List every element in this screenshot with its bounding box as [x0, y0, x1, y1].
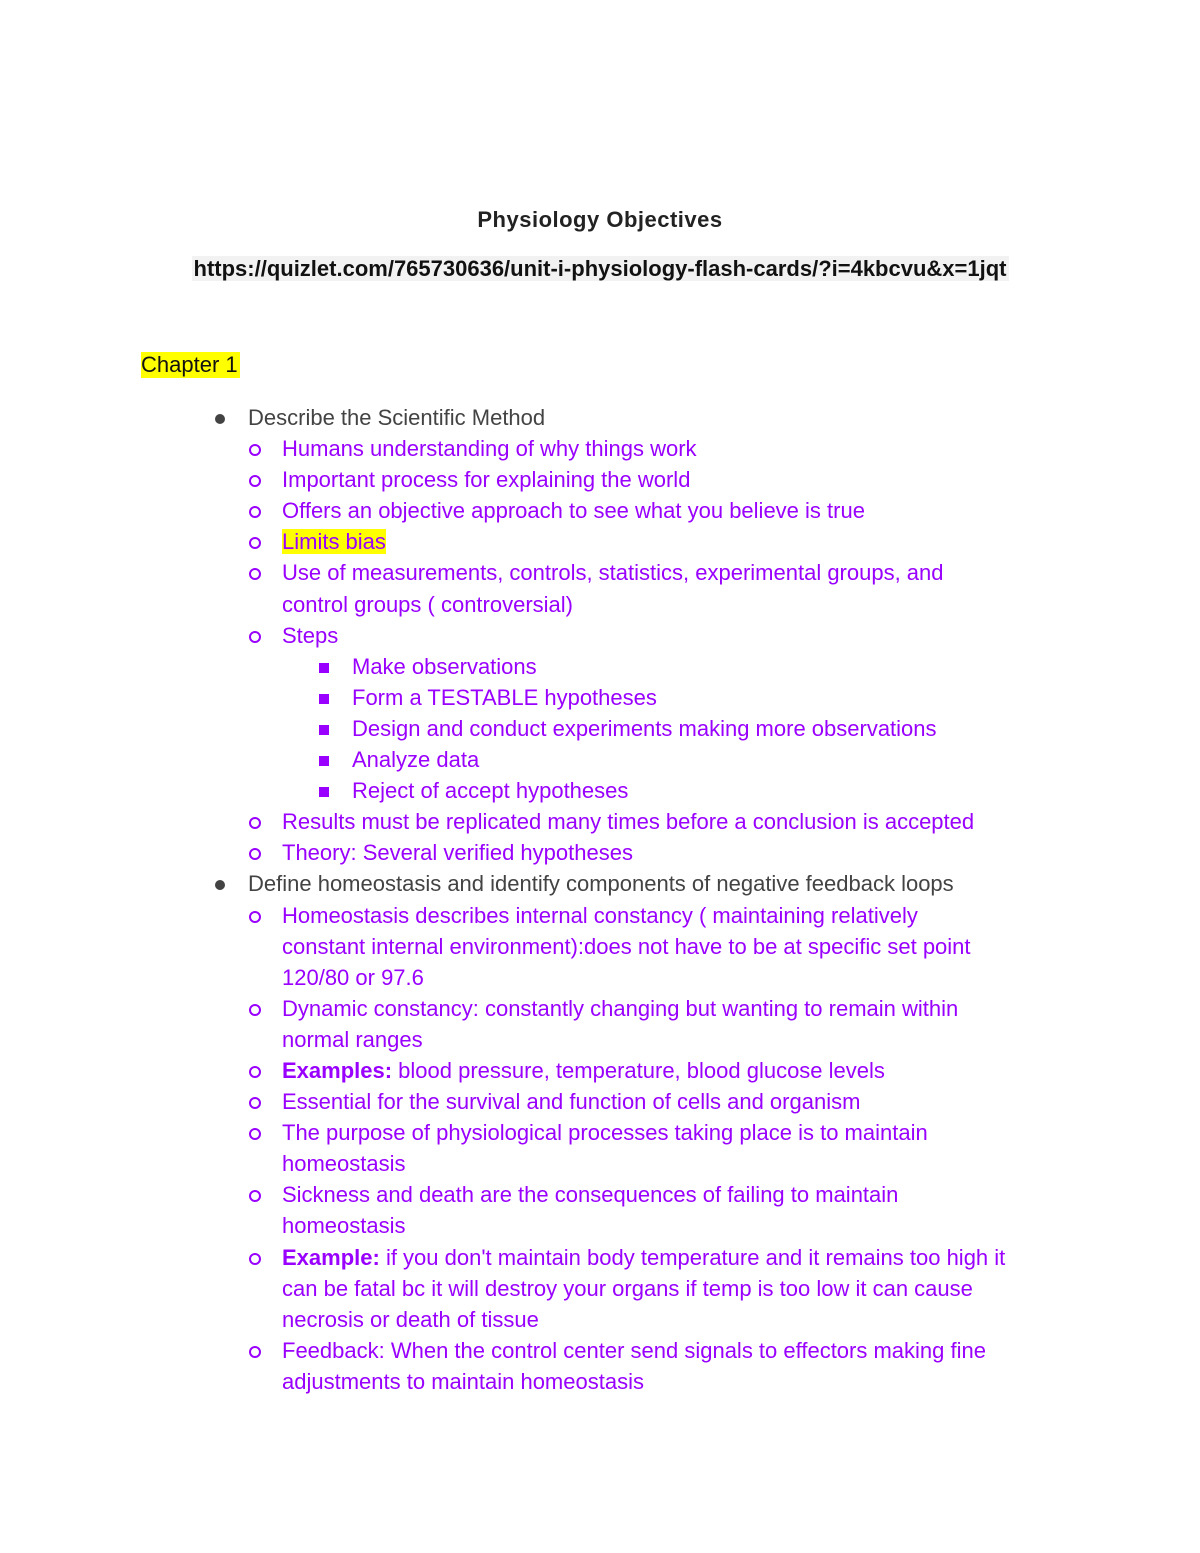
- hollow-bullet-icon: [249, 1004, 261, 1016]
- hollow-bullet-icon: [249, 506, 261, 518]
- list-item-continuation: homeostasis: [282, 1151, 406, 1177]
- list-item: Dynamic constancy: constantly changing but wanting to remain within: [0, 993, 1200, 1024]
- hollow-bullet-icon: [249, 817, 261, 829]
- quizlet-url[interactable]: [0, 256, 1200, 282]
- step-item: Make observations: [0, 651, 1200, 682]
- hollow-bullet-icon: [249, 1253, 261, 1265]
- chapter-heading-text: Chapter 1: [141, 352, 238, 377]
- hollow-bullet-icon: [249, 444, 261, 456]
- hollow-bullet-icon: [249, 1346, 261, 1358]
- list-item: Results must be replicated many times before a conclusion is accepted: [0, 806, 1200, 837]
- hollow-bullet-icon: [249, 1066, 261, 1078]
- list-item-continuation: adjustments to maintain homeostasis: [282, 1368, 644, 1394]
- list-item: The purpose of physiological processes taking place is to maintain: [0, 1117, 1200, 1148]
- list-item-example: Example: if you don't maintain body temperature and it remains too high it: [0, 1242, 1200, 1273]
- list-item-highlighted: Limits bias: [0, 526, 1200, 557]
- step-item: Analyze data: [0, 744, 1200, 775]
- page-title-text: Physiology Objectives: [477, 207, 723, 232]
- list-item-continuation: can be fatal bc it will destroy your organs if temp is too low it can cause: [282, 1275, 973, 1301]
- objective-scientific-method: Describe the Scientific Method: [0, 402, 1200, 433]
- step-item: Form a TESTABLE hypotheses: [0, 682, 1200, 713]
- square-bullet-icon: [319, 787, 329, 797]
- page-title: [0, 207, 1200, 233]
- hollow-bullet-icon: [249, 568, 261, 580]
- filled-bullet-icon: [215, 880, 225, 890]
- list-item-examples: Examples: blood pressure, temperature, blood glucose levels: [0, 1055, 1200, 1086]
- hollow-bullet-icon: [249, 1128, 261, 1140]
- list-item: Humans understanding of why things work: [0, 433, 1200, 464]
- objective-homeostasis: Define homeostasis and identify components of negative feedback loops: [0, 868, 1200, 899]
- list-item: Sickness and death are the consequences of failing to maintain: [0, 1179, 1200, 1210]
- filled-bullet-icon: [215, 414, 225, 424]
- chapter-heading: [141, 352, 240, 378]
- list-item-continuation: constant internal environment):does not have to be at specific set point: [282, 933, 971, 959]
- hollow-bullet-icon: [249, 537, 261, 549]
- list-item: Important process for explaining the world: [0, 464, 1200, 495]
- list-item: Use of measurements, controls, statistics, experimental groups, and: [0, 557, 1200, 588]
- list-item: Feedback: When the control center send signals to effectors making fine: [0, 1335, 1200, 1366]
- list-item-steps: Steps: [0, 620, 1200, 651]
- list-item-continuation: necrosis or death of tissue: [282, 1306, 539, 1332]
- list-item: Homeostasis describes internal constancy ( maintaining relatively: [0, 900, 1200, 931]
- objectives-outline: [0, 402, 1200, 1397]
- hollow-bullet-icon: [249, 631, 261, 643]
- square-bullet-icon: [319, 694, 329, 704]
- list-item: Essential for the survival and function of cells and organism: [0, 1086, 1200, 1117]
- quizlet-url-text[interactable]: https://quizlet.com/765730636/unit-i-physiology-flash-cards/?i=4kbcvu&x=1jqt: [193, 256, 1007, 281]
- square-bullet-icon: [319, 663, 329, 673]
- hollow-bullet-icon: [249, 848, 261, 860]
- list-item-continuation: homeostasis: [282, 1213, 406, 1239]
- list-item-continuation: control groups ( controversial): [282, 591, 574, 617]
- hollow-bullet-icon: [249, 1097, 261, 1109]
- step-item: Reject of accept hypotheses: [0, 775, 1200, 806]
- list-item: Theory: Several verified hypotheses: [0, 837, 1200, 868]
- list-item: Offers an objective approach to see what you believe is true: [0, 495, 1200, 526]
- list-item-continuation: 120/80 or 97.6: [282, 964, 424, 990]
- hollow-bullet-icon: [249, 1190, 261, 1202]
- square-bullet-icon: [319, 756, 329, 766]
- hollow-bullet-icon: [249, 475, 261, 487]
- list-item-continuation: normal ranges: [282, 1026, 423, 1052]
- step-item: Design and conduct experiments making more observations: [0, 713, 1200, 744]
- square-bullet-icon: [319, 725, 329, 735]
- hollow-bullet-icon: [249, 911, 261, 923]
